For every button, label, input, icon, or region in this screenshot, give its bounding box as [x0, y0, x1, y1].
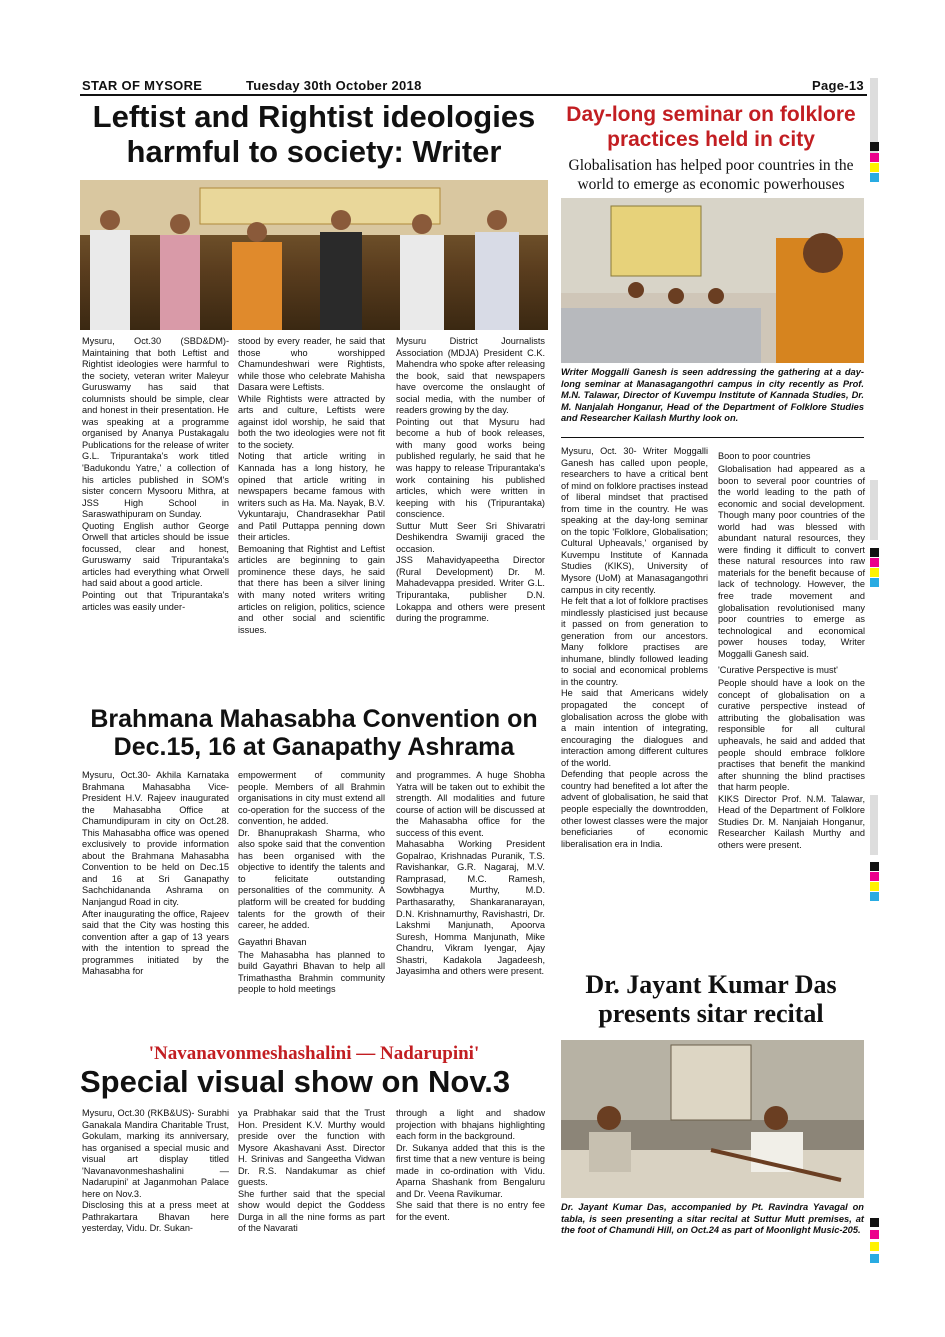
cyan-swatch	[870, 1254, 879, 1263]
seminar-photo	[561, 198, 864, 363]
yellow-swatch	[870, 163, 879, 172]
story4-column-2b: People should have a look on the concept of globalisation on a curative perspective instead of attributing the globalisation was responsible for all cultural upheavals, he said and added that people should embrace folklore practises that benefit the mankind after shunning the blind practises that harm people. KIKS Director Prof. N.M. Talawar, Head of the Department of Folklore Studies Dr. M. Nanjaiah Honganur, Researcher Kailash Murthy and others were present.	[718, 678, 865, 850]
issue-date: Tuesday 30th October 2018	[246, 78, 422, 93]
story2-subhead: Gayathri Bhavan	[238, 936, 307, 947]
registration-bar	[870, 795, 878, 855]
story5-headline: Dr. Jayant Kumar Das presents sitar recital	[585, 970, 837, 1029]
story3-headline: Special visual show on Nov.3	[80, 1064, 511, 1099]
sitar-recital-photo	[561, 1040, 864, 1198]
magenta-swatch	[870, 558, 879, 567]
story3-column-1: Mysuru, Oct.30 (RKB&US)- Surabhi Ganakala Mandira Charitable Trust, Gokulam, marking its anniversary, has organised a special music and visual art display titled 'Navanavonmeshashalini — Nadarupini' at Jaganmohan Palace here on Nov.3. Disclosing this at a press meet at Pathrakartara Bhavan here yesterday, Vidu. Dr. Sukan-	[82, 1108, 229, 1234]
yellow-swatch	[870, 882, 879, 891]
registration-bar	[870, 480, 878, 540]
header-rule	[80, 94, 867, 96]
story4-headline: Day-long seminar on folklore practices held in city	[566, 103, 856, 151]
story1-column-1: Mysuru, Oct.30 (SBD&DM)- Maintaining that both Leftist and Rightist ideologies were harmful to the society, veteran writer Maleyur Guruswamy has said that columnists should be simple, clear and honest in their presentation. He was speaking at a programme organised by Ananya Pustakagalu Publications for the release of writer G.L. Tripurantaka's work titled 'Badukondu Yatre,' a collection of his articles published in SOM's sister concern Mysooru Mithra, at JSS High School in Saraswathipuram on Sunday. Quoting English author George Orwell that articles should be issue focussed, clear and honest, Guruswamy said Tripurantaka's articles had everything what Orwell had said about a good article. Pointing out that Tripurantaka's articles was easily under-	[82, 336, 229, 612]
black-swatch	[870, 1218, 879, 1227]
cyan-swatch	[870, 173, 879, 182]
page-number: Page-13	[812, 78, 864, 93]
sitar-caption: Dr. Jayant Kumar Das, accompanied by Pt. Ravindra Yavagal on tabla, is seen presenting a sitar recital at Suttur Mutt premises, at the foot of Chamundi Hill, on Oct.24 as part of Moonlight Music-205.	[561, 1202, 864, 1236]
story4-subhead-2: 'Curative Perspective is must'	[718, 665, 838, 676]
cyan-swatch	[870, 892, 879, 901]
story4-column-1: Mysuru, Oct. 30- Writer Moggalli Ganesh has called upon people, researchers to have a critical bent of mind on folklore practises instead of liberal mindset that practised from time in the country. He was speaking at the day-long seminar on the topic 'Folklore, Globalisation; Cultural Upheavals,' organised by Kuvempu Institute of Kannada Studies (KIKS), University of Mysore (UoM) at Manasagangothri campus in city recently. He felt that a lot of folklore practises mindlessly plasticised just because it passed on from generation to generation from our ancestors. Many folklore practises are inhumane, blindly followed leading to social and economical problems in the country. He said that Americans widely propagated the concept of globalisation across the globe with a main intention of integrating, encouraging the dialogues and interaction among different cultures of the world. Defending that people across the country had benefited a lot after the advent of globalisation, he said that people especially the downtrodden, other lowest classes were the major beneficiaries of economic liberalisation era in India.	[561, 446, 708, 849]
yellow-swatch	[870, 568, 879, 577]
story4-column-2a: Globalisation had appeared as a boon to several poor countries of the world leading to the path of economic and social development. Though many poor countries of the world had was blessed with abundant natural resources, they were finding it difficult to convert these natural resources into raw materials for the benefit because of lack of technology. However, the free trade movement and globalisation revolutionised many poor countries to emerge as technological and economical power houses today, Writer Moggalli Ganesh said.	[718, 464, 865, 659]
book-release-photo	[80, 180, 548, 330]
caption-rule	[561, 437, 864, 438]
story2-headline: Brahmana Mahasabha Convention on Dec.15, 16 at Ganapathy Ashrama	[90, 705, 538, 761]
story3-kicker: 'Navanavonmeshashalini — Nadarupini'	[148, 1043, 480, 1064]
newspaper-name: STAR OF MYSORE	[82, 78, 203, 93]
black-swatch	[870, 548, 879, 557]
magenta-swatch	[870, 153, 879, 162]
magenta-swatch	[870, 1230, 879, 1239]
story3-column-2: ya Prabhakar said that the Trust Hon. President K.V. Murthy would preside over the function with Mysore Akashavani Asst. Director H. Srinivas and Sangeetha Vidwan Dr. R.S. Nandakumar as chief guests. She further said that the special show would depict the Goddess Durga in all the nine forms as part of the Navarati	[238, 1108, 385, 1234]
story4-subhead-1: Boon to poor countries	[718, 451, 811, 461]
story4-column-2	[718, 446, 865, 852]
story2-column-1: Mysuru, Oct.30- Akhila Karnataka Brahmana Mahasabha Vice-President H.V. Rajeev inaugurated the Mahasabha Office at Chamundipuram in city on Oct.28. This Mahasabha office was opened exclusively to provide information about the Brahmana Mahasabha Convention to be held on Dec.15 and 16 at Sri Ganapathy Sachchidananda Ashrama on Nanjangud Road in city. After inaugurating the office, Rajeev said that the City was hosting this convention after a gap of 13 years with the intention to spread the programmes initiated by the Mahasabha for	[82, 770, 229, 977]
story2-column-3: and programmes. A huge Shobha Yatra will be taken out to exhibit the strength. All modalities and future course of action will be discussed at the Mahasabha office for the success of this event. Mahasabha Working President Gopalrao, Krishnadas Puranik, T.S. Ravishankar, G.R. Nagaraj, M.V. Ramprasad, M.C. Ramesh, Sowbhagya Murthy, M.D. Parthasarathy, Shankaranarayan, D.N. Krishnamurthy, Ravishastri, Dr. Lakshmi Manjunath, Apoorva Suresh, Homma Manjunath, Mike Chandru, Vikram Iyengar, Ajay Shastri, Kadakola Jagadeesh, Jayasimha and others were present.	[396, 770, 545, 977]
story2-column-2	[238, 770, 385, 996]
magenta-swatch	[870, 872, 879, 881]
story4-deck: Globalisation has helped poor countries in the world to emerge as economic powerhouses	[568, 157, 854, 193]
yellow-swatch	[870, 1242, 879, 1251]
story2-column-2b: The Mahasabha has planned to build Gayathri Bhavan to help all Trimathastha Brahmin community people to hold meetings	[238, 949, 385, 995]
black-swatch	[870, 862, 879, 871]
black-swatch	[870, 142, 879, 151]
story2-column-2a: empowerment of community people. Members of all Brahmin organisations in city must extend all co-operation for the success of the convention, he added. Dr. Bhanuprakash Sharma, who also spoke said that the convention has been organised with the objective to identify the talents and to felicitate outstanding personalities of the community. A platform will be created for budding talents for the growth of their career, he added.	[238, 770, 385, 931]
story1-headline: Leftist and Rightist ideologies harmful to society: Writer	[92, 99, 536, 169]
story3-column-3: through a light and shadow projection with bhajans highlighting each form in the background. Dr. Sukanya added that this is the first time that a new venture is being made in co-ordination with Vidu. Aparna Shashank from Bengaluru and Dr. Veena Ravikumar. She said that there is no entry fee for the event.	[396, 1108, 545, 1222]
story1-column-3: Mysuru District Journalists Association (MDJA) President C.K. Mahendra who spoke after releasing the book, said that newspapers have overcome the onslaught of social media, with the number of readers growing by the day. Pointing out that Mysuru had become a hub of book releases, with many good works being published regularly, he said that he was happy to release Tripurantaka's work containing his published articles, which were written in keeping with his (Tripurantaka) conscience. Suttur Mutt Seer Sri Shivaratri Deshikendra Swamiji graced the occasion. JSS Mahavidyapeetha Director (Rural Development) Dr. M. Mahadevappa presided. Writer G.L. Tripurantaka, publisher D.N. Lokappa and others were present during the programme.	[396, 336, 545, 624]
seminar-caption: Writer Moggalli Ganesh is seen addressing the gathering at a day-long seminar at Manasagangothri campus in city recently as Prof. M.N. Talawar, Director of Kuvempu Institute of Kannada Studies, Dr. M. Nanjalah Honganur, Head of the Department of Folklore Studies and Researcher Kailash Murthy look on.	[561, 367, 864, 424]
cyan-swatch	[870, 578, 879, 587]
story1-column-2: stood by every reader, he said that those who worshipped Chamundeshwari were Rightists, while those who celebrate Mahisha Dasara were Leftists. While Rightists were attracted by arts and culture, Leftists were against idol worship, he said that both the two ideologies were not fit to the society. Noting that article writing in Kannada has a long history, he opined that article writing in newspapers became famous with writers such as Ha. Ma. Nayak, B.V. Vykuntaraju, Chandrasekhar Patil and Patil Puttappa penning down their articles. Bemoaning that Rightist and Leftist articles are beginning to gain prominence these days, he said that there has been a silver lining with many noted writers writing articles on religion, politics, science and other social and scientific issues.	[238, 336, 385, 635]
